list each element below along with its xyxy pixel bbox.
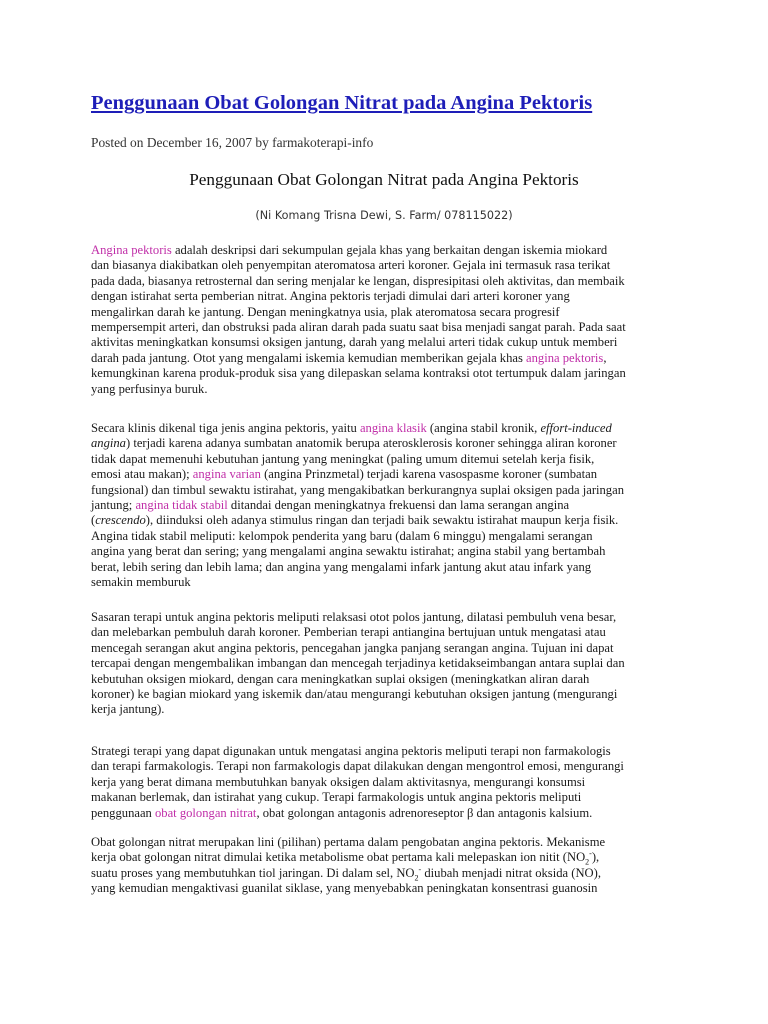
text-line: mencegah serangan akut angina pektoris, pencegahan jangka panjang serangan angina. Tujuan ini dapat (91, 640, 614, 655)
superscript: - (418, 864, 422, 874)
text-line (91, 513, 624, 528)
text-line: koroner) ke bagian miokard yang iskemik dan/atau mengurangi kebutuhan oksigen jantung (mengurangi (91, 687, 618, 702)
text-line: kemungkinan karena produk-produk sisa yang dilepaskan selama kontraksi otot tertumpuk dalam jaringan (91, 366, 626, 381)
text-line (91, 806, 624, 821)
text-line: angina yang berat dan sering; yang mengalami angina sewaktu istirahat; angina stabil yang bertambah (91, 544, 606, 559)
text-line: fungsional) dan timbul sewaktu istirahat, yang mengakibatkan berkurangnya suplai oksigen pada jaringan (91, 482, 624, 497)
text-segment: (angina stabil kronik, (426, 421, 541, 435)
text-segment: (angina Prinzmetal) terjadi karena vasospasme koroner (sumbatan (260, 467, 598, 482)
paragraph-4 (91, 744, 624, 821)
text-line: aktivitas meningkatkan konsumsi oksigen jantung, darah yang melalui arteri tidak cukup untuk memberi (91, 335, 618, 350)
text-line: dan biasanya diakibatkan oleh penyempitan ateromatosa arteri koroner. Gejala ini termasuk rasa terikat (91, 258, 611, 273)
text-line (91, 850, 605, 865)
text-line: kerja yang berat dimana membutuhkan banyak oksigen dalam aktivitasnya, mengurangi konsumsi (91, 774, 586, 789)
text-segment: ) terjadi karena adanya sumbatan anatomik berupa aterosklerosis koroner sehingga aliran koroner (125, 436, 617, 451)
text-segment: suatu proses yang membutuhkan tiol jaringan. Di dalam sel, NO (91, 865, 415, 880)
text-line: Angina tidak stabil meliputi: kelompok penderita yang baru (dalam 6 minggu) mengalami serangan (91, 528, 593, 543)
text-line: tidak dapat memenuhi kebutuhan jantung yang meningkat (paling umum ditemui setelah kerja fisik, (91, 451, 595, 466)
text-line: pada dada, biasanya retrosternal dan sering menjalar ke lengan, dispresipitasi oleh aktivitas, dan membaik (91, 273, 625, 288)
text-line: Sasaran terapi untuk angina pektoris meliputi relaksasi otot polos jantung, dilatasi pembuluh vena besar, (91, 610, 617, 624)
text-line: yang perfusinya buruk. (91, 381, 208, 396)
text-line: semakin memburuk (91, 575, 191, 590)
text-line (91, 351, 626, 366)
superscript: - (589, 849, 592, 859)
text-segment: darah pada jantung. Otot yang mengalami iskemia kemudian memberikan gejala khas (91, 350, 527, 365)
text-line: dengan istirahat serta pemberian nitrat. Angina pektoris terjadi dimulai dari arteri koroner yang (91, 289, 570, 304)
angina-pektoris-link-2[interactable]: angina pektoris (526, 350, 604, 365)
angina-pektoris-link[interactable]: Angina pektoris (91, 243, 172, 257)
text-line (91, 243, 626, 258)
post-date: December 16, 2007 (146, 135, 253, 150)
text-segment: penggunaan (91, 805, 155, 820)
text-segment: ), (591, 850, 600, 865)
angina-varian-link[interactable]: angina varian (192, 467, 261, 482)
text-line: makanan berlemak, dan istirahat yang cukup. Terapi farmakologis untuk angina pektoris meliputi (91, 790, 582, 805)
text-segment: , (603, 350, 607, 365)
post-meta (91, 135, 373, 151)
text-segment: , obat golongan antagonis adrenoreseptor β dan antagonis kalsium. (256, 805, 593, 820)
text-line: Strategi terapi yang dapat digunakan untuk mengatasi angina pektoris meliputi terapi non farmakologis (91, 744, 611, 758)
post-meta-by: by (252, 135, 273, 150)
paragraph-2 (91, 421, 624, 590)
obat-golongan-nitrat-link[interactable]: obat golongan nitrat (155, 805, 257, 820)
text-segment: ), diinduksi oleh adanya stimulus ringan dan terjadi baik sewaktu istirahat maupun kerja fisik. (145, 513, 619, 528)
text-segment: emosi atau makan); (91, 467, 193, 482)
paragraph-3 (91, 610, 625, 718)
text-line (91, 467, 624, 482)
emphasis-text: angina (91, 436, 126, 451)
text-line (91, 421, 624, 436)
text-segment: diubah menjadi nitrat oksida (NO), (421, 865, 601, 880)
subscript: 2 (585, 857, 590, 867)
text-line: dan melebarkan pembuluh darah koroner. Pemberian terapi antiangina bertujuan untuk mengatasi atau (91, 625, 606, 640)
text-segment: adalah deskripsi dari sekumpulan gejala khas yang berkaitan dengan iskemia miokard (171, 243, 608, 257)
text-line: yang kemudian mengaktivasi guanilat siklase, yang menyebabkan peningkatan konsentrasi guanosin (91, 881, 598, 896)
text-segment: ( (91, 513, 96, 528)
text-line: mempersempit arteri, dan obstruksi pada aliran darah pada suatu saat bisa menjadi sangat parah. Pada saat (91, 320, 626, 335)
post-meta-prefix: Posted on (91, 135, 147, 150)
text-segment: jantung; (91, 498, 136, 513)
text-line (91, 498, 624, 513)
text-line: kerja jantung). (91, 702, 165, 717)
post-author: farmakoterapi-info (272, 135, 374, 150)
text-line (91, 436, 624, 451)
paragraph-5 (91, 835, 605, 897)
text-line: mengalirkan darah ke jantung. Dengan meningkatnya usia, plak ateromatosa secara progresif (91, 304, 560, 319)
text-line: berat, lebih sering dan lebih lama; dan angina yang mengalami infark jantung akut atau infark yang (91, 559, 592, 574)
emphasis-text: crescendo (95, 513, 146, 528)
post-title-link[interactable]: Penggunaan Obat Golongan Nitrat pada Angina Pektoris (91, 92, 593, 114)
subscript: 2 (414, 873, 419, 883)
article-title: Penggunaan Obat Golongan Nitrat pada Angina Pektoris (189, 170, 579, 189)
text-line: dan terapi farmakologis. Terapi non farmakologis dapat dilakukan dengan mengontrol emosi, mengurangi (91, 759, 624, 774)
text-segment: ditandai dengan meningkatnya frekuensi dan lama serangan angina (227, 498, 570, 513)
text-line: Obat golongan nitrat merupakan lini (pilihan) pertama dalam pengobatan angina pektoris. Mekanisme (91, 835, 606, 849)
text-line: tercapai dengan mengembalikan imbangan dan mencegah terjadinya ketidakseimbangan antara suplai dan (91, 656, 625, 671)
article-author: (Ni Komang Trisna Dewi, S. Farm/ 078115022) (255, 209, 513, 222)
text-line: kebutuhan oksigen miokard, dengan cara meningkatkan suplai oksigen (meningkatkan aliran darah (91, 671, 590, 686)
angina-tidak-stabil-link[interactable]: angina tidak stabil (135, 498, 228, 513)
text-segment: kerja obat golongan nitrat dimulai ketika metabolisme obat pertama kali melepaskan ion nitit (NO (91, 850, 586, 865)
emphasis-text: effort-induced (540, 421, 612, 435)
text-segment: Secara klinis dikenal tiga jenis angina pektoris, yaitu (91, 421, 360, 435)
angina-klasik-link[interactable]: angina klasik (359, 421, 427, 435)
paragraph-1 (91, 243, 626, 397)
text-line (91, 866, 605, 881)
